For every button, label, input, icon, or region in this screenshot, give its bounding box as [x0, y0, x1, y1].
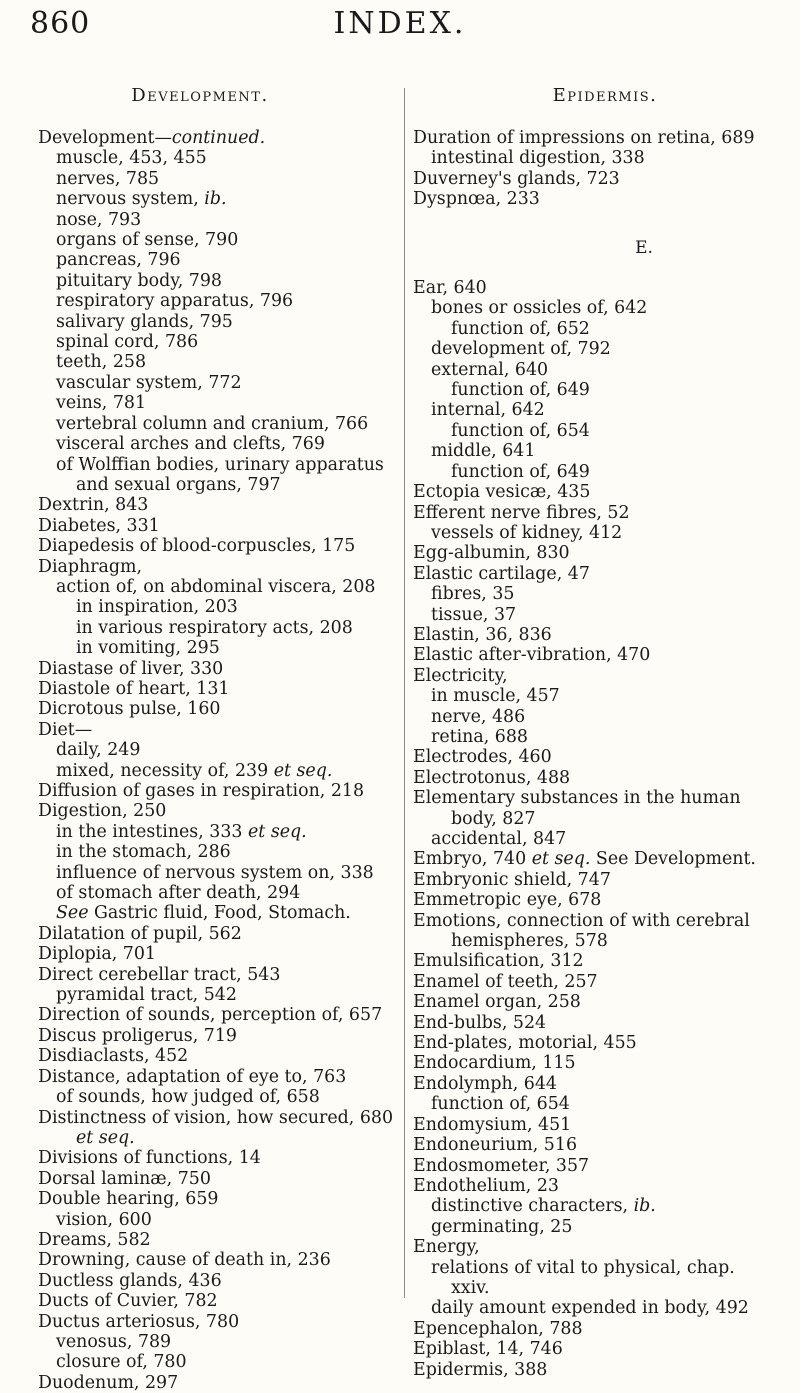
index-entry: external, 640	[431, 359, 549, 380]
index-entry: in inspiration, 203	[76, 597, 238, 618]
index-entry: Epiblast, 14, 746	[413, 1339, 563, 1360]
index-entry: Duverney's glands, 723	[413, 168, 620, 189]
index-entry: internal, 642	[431, 400, 545, 421]
index-entry: pyramidal tract, 542	[56, 985, 237, 1006]
index-entry: visceral arches and clefts, 769	[56, 434, 325, 455]
index-entry: nerves, 785	[56, 168, 160, 189]
index-entry: et seq.	[76, 1127, 135, 1148]
index-entry: Diet—	[38, 719, 93, 740]
index-entry: pancreas, 796	[56, 250, 181, 271]
index-entry: Embryo, 740 et seq. See Development.	[413, 849, 756, 870]
index-entry: Distance, adaptation of eye to, 763	[38, 1066, 347, 1087]
index-entry: Dilatation of pupil, 562	[38, 923, 242, 944]
index-entry: germinating, 25	[431, 1216, 573, 1237]
index-entry: in the stomach, 286	[56, 842, 231, 863]
index-entry: Digestion, 250	[38, 801, 167, 822]
index-entry: Electrotonus, 488	[413, 767, 571, 788]
index-entry: Dorsal laminæ, 750	[38, 1168, 211, 1189]
index-entry: action of, on abdominal viscera, 208	[56, 576, 376, 597]
index-entry: Dextrin, 843	[38, 495, 149, 516]
index-entry: function of, 652	[451, 318, 590, 339]
index-entry: development of, 792	[431, 339, 611, 360]
index-entry: Egg-albumin, 830	[413, 543, 570, 564]
index-entry: in various respiratory acts, 208	[76, 617, 353, 638]
index-entry: daily, 249	[56, 740, 141, 761]
index-entry: in the intestines, 333 et seq.	[56, 821, 307, 842]
index-entry: vascular system, 772	[56, 372, 242, 393]
index-entry: Dicrotous pulse, 160	[38, 699, 221, 720]
index-entry: pituitary body, 798	[56, 270, 222, 291]
index-entry: Electricity,	[413, 665, 508, 686]
index-entry: intestinal digestion, 338	[431, 148, 645, 169]
index-entry: Diplopia, 701	[38, 944, 156, 965]
page-header	[0, 4, 800, 44]
index-entry: function of, 649	[451, 461, 590, 482]
index-entry: Diaphragm,	[38, 556, 143, 577]
index-entry: tissue, 37	[431, 604, 517, 625]
index-entry: Endocardium, 115	[413, 1053, 576, 1074]
index-entry: organs of sense, 790	[56, 230, 239, 251]
page-title: INDEX.	[333, 6, 467, 41]
index-entry: Endosmometer, 357	[413, 1155, 590, 1176]
index-entry: nerve, 486	[431, 706, 526, 727]
index-entry: Diastole of heart, 131	[38, 678, 230, 699]
index-entry: in muscle, 457	[431, 686, 560, 707]
index-entry: function of, 654	[431, 1094, 570, 1115]
index-entry: Dreams, 582	[38, 1229, 151, 1250]
index-entry: Direct cerebellar tract, 543	[38, 964, 281, 985]
column-divider	[404, 88, 405, 1298]
index-entry: Discus proligerus, 719	[38, 1025, 237, 1046]
index-entry: Double hearing, 659	[38, 1189, 219, 1210]
index-entry: See Gastric fluid, Food, Stomach.	[56, 903, 351, 924]
index-entry: Elementary substances in the human	[413, 788, 741, 809]
index-entry: retina, 688	[431, 726, 528, 747]
index-entry: Development—continued.	[38, 128, 266, 148]
index-entry: Direction of sounds, perception of, 657	[38, 1005, 383, 1026]
index-entry: Energy,	[413, 1237, 480, 1258]
index-entry: veins, 781	[56, 393, 147, 414]
index-entry: vision, 600	[56, 1209, 152, 1230]
index-entry: function of, 649	[451, 380, 590, 401]
index-entry: Enamel of teeth, 257	[413, 971, 598, 992]
section-letter: E.	[635, 237, 653, 258]
index-entry: Ectopia vesicæ, 435	[413, 482, 591, 503]
left-column-heading: Development.	[131, 85, 269, 106]
index-entry: Duration of impressions on retina, 689	[413, 128, 755, 148]
index-entry: Elastic after-vibration, 470	[413, 645, 651, 666]
index-entry: Endoneurium, 516	[413, 1135, 578, 1156]
index-entry: End-plates, motorial, 455	[413, 1033, 637, 1054]
index-entry: hemispheres, 578	[451, 931, 608, 952]
index-entry: in vomiting, 295	[76, 638, 220, 659]
index-entry: Diapedesis of blood-corpuscles, 175	[38, 536, 356, 557]
index-entry: Ductus arteriosus, 780	[38, 1311, 240, 1332]
index-entry: Elastic cartilage, 47	[413, 563, 590, 584]
index-entry: nose, 793	[56, 209, 142, 230]
index-entry: Diabetes, 331	[38, 515, 160, 536]
index-entry: Endomysium, 451	[413, 1114, 572, 1135]
right-index-column	[413, 128, 795, 1380]
index-entry: middle, 641	[431, 441, 536, 462]
index-entry: of sounds, how judged of, 658	[56, 1087, 320, 1108]
index-entry: Emotions, connection of with cerebral	[413, 910, 750, 931]
index-entry: mixed, necessity of, 239 et seq.	[56, 760, 333, 781]
right-column-heading: Epidermis.	[552, 85, 658, 106]
index-entry: Elastin, 36, 836	[413, 624, 552, 645]
index-entry: Emulsification, 312	[413, 951, 584, 972]
index-entry: venosus, 789	[56, 1331, 172, 1352]
index-entry: spinal cord, 786	[56, 332, 199, 353]
index-entry: teeth, 258	[56, 352, 147, 373]
index-entry: Endothelium, 23	[413, 1175, 559, 1196]
index-entry: relations of vital to physical, chap.	[431, 1257, 735, 1278]
index-entry: respiratory apparatus, 796	[56, 291, 294, 312]
index-entry: Epencephalon, 788	[413, 1318, 583, 1339]
index-entry: muscle, 453, 455	[56, 148, 207, 169]
index-entry: Ductless glands, 436	[38, 1270, 222, 1291]
index-entry: Diffusion of gases in respiration, 218	[38, 781, 365, 801]
index-entry: Efferent nerve fibres, 52	[413, 502, 630, 523]
index-entry: Embryonic shield, 747	[413, 869, 611, 890]
index-entry: Diastase of liver, 330	[38, 658, 224, 679]
index-entry: vertebral column and cranium, 766	[56, 413, 369, 434]
index-entry: Enamel organ, 258	[413, 992, 581, 1013]
index-entry: Dyspnœa, 233	[413, 189, 540, 210]
index-entry: influence of nervous system on, 338	[56, 862, 374, 883]
index-entry: Divisions of functions, 14	[38, 1148, 261, 1169]
index-entry: function of, 654	[451, 420, 590, 441]
index-entry: Duodenum, 297	[38, 1372, 179, 1393]
index-entry: nervous system, ib.	[56, 189, 227, 210]
index-entry: End-bulbs, 524	[413, 1012, 547, 1033]
index-entry: Ducts of Cuvier, 782	[38, 1291, 218, 1312]
index-entry: of Wolffian bodies, urinary apparatus	[56, 454, 384, 475]
page-number: 860	[30, 6, 91, 41]
index-entry: closure of, 780	[56, 1352, 187, 1373]
index-entry: bones or ossicles of, 642	[431, 298, 648, 319]
index-entry: Ear, 640	[413, 278, 487, 299]
index-entry: Drowning, cause of death in, 236	[38, 1250, 331, 1271]
index-entry: of stomach after death, 294	[56, 883, 301, 904]
index-entry: Disdiaclasts, 452	[38, 1046, 189, 1067]
index-entry: daily amount expended in body, 492	[431, 1298, 749, 1319]
index-entry: body, 827	[451, 808, 536, 829]
index-entry: salivary glands, 795	[56, 311, 233, 332]
index-entry: Emmetropic eye, 678	[413, 890, 602, 911]
left-index-column	[38, 128, 400, 1393]
index-entry: and sexual organs, 797	[76, 474, 281, 495]
index-entry: Endolymph, 644	[413, 1073, 557, 1094]
index-entry: distinctive characters, ib.	[431, 1196, 656, 1217]
index-entry: vessels of kidney, 412	[431, 522, 623, 543]
index-entry: fibres, 35	[431, 584, 515, 605]
index-entry: Epidermis, 388	[413, 1359, 548, 1380]
index-entry: accidental, 847	[431, 829, 567, 849]
index-entry: Distinctness of vision, how secured, 680	[38, 1107, 394, 1128]
index-entry: xxiv.	[451, 1277, 490, 1298]
index-entry: Electrodes, 460	[413, 747, 552, 768]
